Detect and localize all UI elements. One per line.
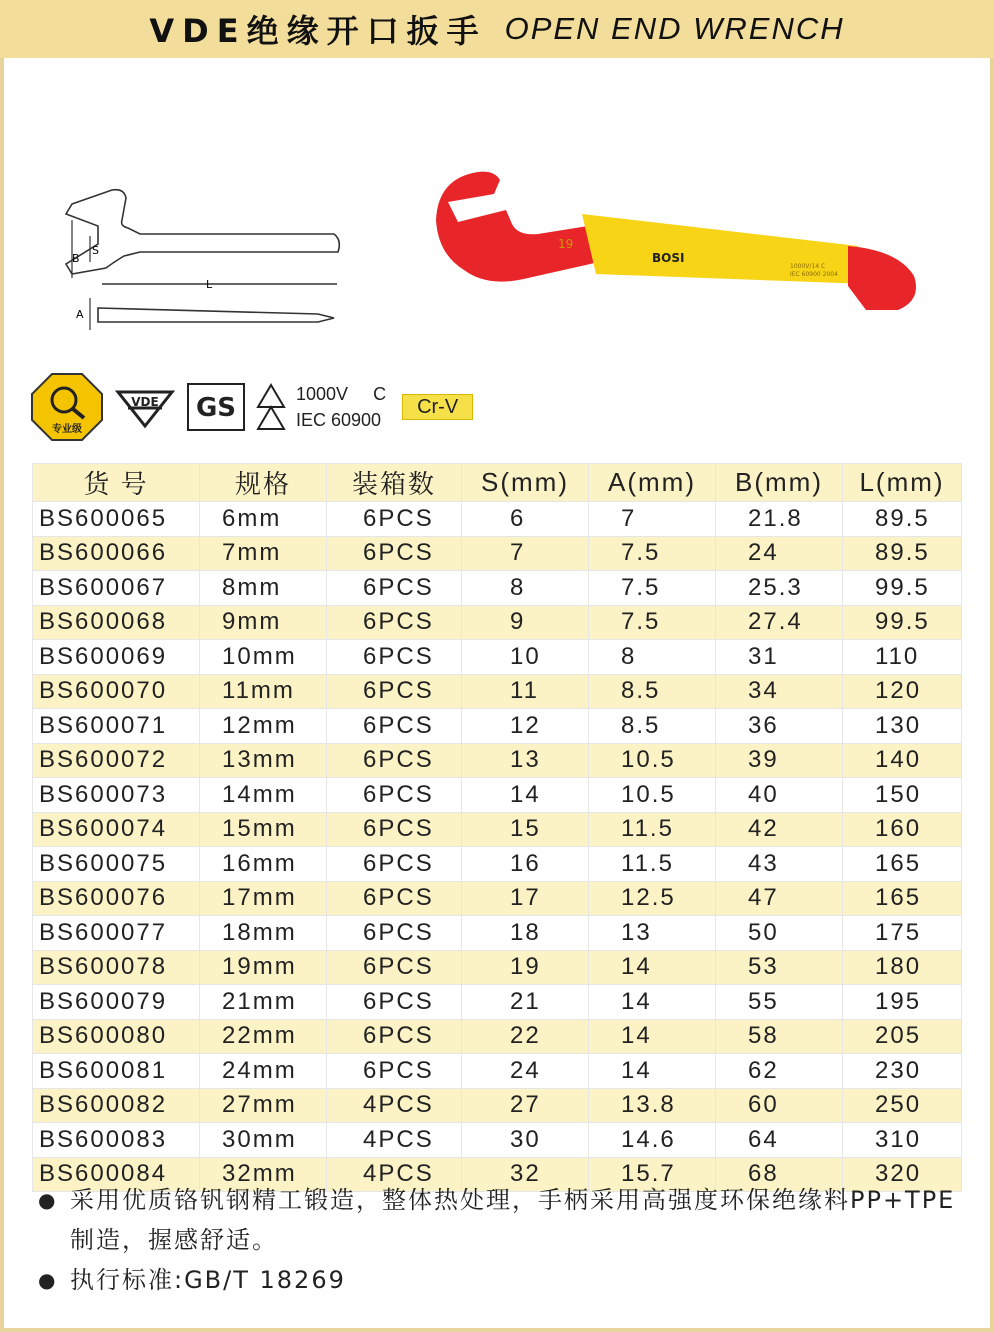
table-cell: 21.8 (716, 502, 843, 537)
table-row (33, 847, 962, 882)
double-triangle-icon (256, 383, 286, 431)
wrench-head (436, 172, 608, 282)
table-cell: BS600070 (33, 674, 200, 709)
table-cell: BS600071 (33, 709, 200, 744)
table-cell: 18mm (200, 916, 327, 951)
table-cell: 14 (589, 950, 716, 985)
table-cell: 13 (462, 743, 589, 778)
wrench-standard: IEC 60900 2004 (790, 271, 838, 278)
material-badge: Cr-V (402, 394, 473, 420)
table-row (33, 709, 962, 744)
table-cell: 32 (462, 1157, 589, 1192)
table-cell: 140 (843, 743, 962, 778)
table-cell: 11mm (200, 674, 327, 709)
table-row (33, 571, 962, 606)
table-cell: 6PCS (327, 812, 462, 847)
column-header: A(mm) (589, 464, 716, 502)
table-cell: 6PCS (327, 536, 462, 571)
table-cell: 24 (716, 536, 843, 571)
table-cell: 6PCS (327, 778, 462, 813)
table-cell: 13 (589, 916, 716, 951)
table-cell: 205 (843, 1019, 962, 1054)
table-row (33, 812, 962, 847)
table-cell: BS600082 (33, 1088, 200, 1123)
table-cell: 99.5 (843, 605, 962, 640)
table-cell: 14 (462, 778, 589, 813)
table-cell: 7.5 (589, 605, 716, 640)
professional-grade-badge (30, 372, 104, 442)
table-cell: 8.5 (589, 709, 716, 744)
table-cell: 6PCS (327, 674, 462, 709)
table-cell: 62 (716, 1054, 843, 1089)
column-header: B(mm) (716, 464, 843, 502)
dimension-diagram (62, 182, 352, 342)
table-cell: 4PCS (327, 1157, 462, 1192)
table-header-row (33, 464, 962, 502)
table-cell: 6mm (200, 502, 327, 537)
wrench-brand: BOSI (652, 251, 685, 265)
table-row (33, 1123, 962, 1158)
bullet-icon: ● (38, 1268, 58, 1292)
notes (38, 1180, 968, 1300)
table-cell: 55 (716, 985, 843, 1020)
column-header: S(mm) (462, 464, 589, 502)
table-row (33, 536, 962, 571)
table-cell: 4PCS (327, 1123, 462, 1158)
table-cell: 27 (462, 1088, 589, 1123)
wrench-size-mark: 19 (558, 237, 574, 251)
gs-mark-icon (186, 382, 246, 432)
table-cell: BS600075 (33, 847, 200, 882)
table-cell: BS600081 (33, 1054, 200, 1089)
table-cell: BS600074 (33, 812, 200, 847)
table-cell: 7.5 (589, 571, 716, 606)
table-cell: 89.5 (843, 502, 962, 537)
table-cell: 150 (843, 778, 962, 813)
table-row (33, 674, 962, 709)
table-cell: 22mm (200, 1019, 327, 1054)
table-cell: 43 (716, 847, 843, 882)
table-row (33, 502, 962, 537)
table-cell: 25.3 (716, 571, 843, 606)
table-cell: 180 (843, 950, 962, 985)
table-cell: 6PCS (327, 571, 462, 606)
table-cell: 30mm (200, 1123, 327, 1158)
table-cell: BS600072 (33, 743, 200, 778)
title-zh: VDE绝缘开口扳手 (149, 12, 487, 50)
voltage-label: 1000V (296, 384, 349, 404)
table-cell: 7 (462, 536, 589, 571)
table-cell: BS600080 (33, 1019, 200, 1054)
table-cell: 21mm (200, 985, 327, 1020)
table-row (33, 1088, 962, 1123)
table-cell: 15 (462, 812, 589, 847)
table-row (33, 1054, 962, 1089)
table-cell: 11.5 (589, 812, 716, 847)
column-header: L(mm) (843, 464, 962, 502)
table-cell: 6PCS (327, 640, 462, 675)
table-cell: 27mm (200, 1088, 327, 1123)
table-cell: BS600078 (33, 950, 200, 985)
note-text: 采用优质铬钒钢精工锻造，整体热处理，手柄采用高强度环保绝缘料PP+TPE制造，握感舒适。 (70, 1186, 956, 1254)
table-row (33, 985, 962, 1020)
standard-label: IEC 60900 (296, 410, 382, 430)
table-cell: BS600068 (33, 605, 200, 640)
table-cell: 30 (462, 1123, 589, 1158)
table-cell: 7mm (200, 536, 327, 571)
table-cell: BS600084 (33, 1157, 200, 1192)
title-en: OPEN END WRENCH (504, 11, 845, 46)
table-cell: 53 (716, 950, 843, 985)
diagram-label-b: B (72, 252, 80, 265)
table-cell: 16mm (200, 847, 327, 882)
table-cell: 6PCS (327, 881, 462, 916)
table-cell: 14mm (200, 778, 327, 813)
table-cell: 6PCS (327, 916, 462, 951)
table-cell: 22 (462, 1019, 589, 1054)
table-cell: 19 (462, 950, 589, 985)
table-cell: 24 (462, 1054, 589, 1089)
table-cell: 10mm (200, 640, 327, 675)
table-cell: 11.5 (589, 847, 716, 882)
note-item (38, 1180, 968, 1260)
table-cell: 6PCS (327, 985, 462, 1020)
table-cell: 165 (843, 847, 962, 882)
table-cell: 50 (716, 916, 843, 951)
table-cell: 6PCS (327, 709, 462, 744)
table-cell: 7 (589, 502, 716, 537)
diagram-label-l: L (206, 278, 213, 291)
table-cell: BS600066 (33, 536, 200, 571)
note-item (38, 1260, 968, 1300)
table-cell: 12 (462, 709, 589, 744)
table-cell: 6PCS (327, 605, 462, 640)
class-label: C (373, 384, 387, 404)
column-header: 规格 (200, 464, 327, 502)
spec-table (32, 463, 962, 1192)
table-row (33, 640, 962, 675)
table-cell: 8mm (200, 571, 327, 606)
table-cell: 24mm (200, 1054, 327, 1089)
table-cell: 6PCS (327, 502, 462, 537)
table-cell: 17 (462, 881, 589, 916)
table-row (33, 743, 962, 778)
table-cell: 15.7 (589, 1157, 716, 1192)
table-cell: 19mm (200, 950, 327, 985)
table-cell: 8 (589, 640, 716, 675)
table-cell: 250 (843, 1088, 962, 1123)
table-cell: BS600073 (33, 778, 200, 813)
table-cell: 10.5 (589, 743, 716, 778)
table-cell: 230 (843, 1054, 962, 1089)
table-cell: 110 (843, 640, 962, 675)
table-cell: 40 (716, 778, 843, 813)
table-cell: 17mm (200, 881, 327, 916)
vde-label: VDE (131, 395, 159, 409)
table-cell: 42 (716, 812, 843, 847)
title-banner (0, 0, 994, 58)
table-cell: 165 (843, 881, 962, 916)
table-cell: 320 (843, 1157, 962, 1192)
table-cell: 32mm (200, 1157, 327, 1192)
note-text: 执行标准:GB/T 18269 (70, 1266, 346, 1294)
table-cell: 18 (462, 916, 589, 951)
table-cell: 11 (462, 674, 589, 709)
table-cell: 6PCS (327, 743, 462, 778)
table-cell: 10.5 (589, 778, 716, 813)
certification-row (30, 372, 473, 442)
table-cell: 10 (462, 640, 589, 675)
table-cell: BS600077 (33, 916, 200, 951)
wrench-photo (428, 150, 928, 320)
wrench-rating: 1000V/14 C (790, 263, 826, 270)
table-cell: 34 (716, 674, 843, 709)
badge-label: 专业级 (52, 424, 82, 435)
table-cell: 14 (589, 1054, 716, 1089)
table-row (33, 950, 962, 985)
table-cell: BS600079 (33, 985, 200, 1020)
column-header: 装箱数 (327, 464, 462, 502)
table-cell: 8 (462, 571, 589, 606)
table-cell: BS600067 (33, 571, 200, 606)
table-cell: 130 (843, 709, 962, 744)
table-row (33, 605, 962, 640)
table-cell: 99.5 (843, 571, 962, 606)
table-cell: 36 (716, 709, 843, 744)
table-cell: 47 (716, 881, 843, 916)
wrench-handle-tip (848, 246, 916, 310)
table-cell: 27.4 (716, 605, 843, 640)
table-cell: 39 (716, 743, 843, 778)
table-cell: 6PCS (327, 1019, 462, 1054)
gs-label: GS (195, 393, 237, 423)
table-cell: 195 (843, 985, 962, 1020)
table-cell: 7.5 (589, 536, 716, 571)
table-cell: 310 (843, 1123, 962, 1158)
voltage-block (296, 381, 386, 433)
table-cell: 6PCS (327, 950, 462, 985)
vde-mark-icon (114, 382, 176, 432)
table-cell: 64 (716, 1123, 843, 1158)
table-cell: 120 (843, 674, 962, 709)
table-row (33, 1019, 962, 1054)
table-cell: 15mm (200, 812, 327, 847)
table-cell: 9mm (200, 605, 327, 640)
table-cell: 6PCS (327, 1054, 462, 1089)
table-cell: 14 (589, 985, 716, 1020)
diagram-label-s: S (92, 244, 99, 257)
table-cell: 89.5 (843, 536, 962, 571)
table-cell: 8.5 (589, 674, 716, 709)
table-cell: 14.6 (589, 1123, 716, 1158)
column-header: 货 号 (33, 464, 200, 502)
table-cell: 60 (716, 1088, 843, 1123)
table-cell: 13.8 (589, 1088, 716, 1123)
table-cell: 31 (716, 640, 843, 675)
table-cell: BS600076 (33, 881, 200, 916)
table-cell: 12.5 (589, 881, 716, 916)
bullet-icon: ● (38, 1188, 58, 1212)
table-cell: 21 (462, 985, 589, 1020)
table-cell: BS600083 (33, 1123, 200, 1158)
table-cell: 6 (462, 502, 589, 537)
table-cell: BS600069 (33, 640, 200, 675)
table-cell: 68 (716, 1157, 843, 1192)
table-cell: 12mm (200, 709, 327, 744)
table-body (33, 502, 962, 1192)
table-row (33, 881, 962, 916)
table-cell: BS600065 (33, 502, 200, 537)
table-cell: 6PCS (327, 847, 462, 882)
table-row (33, 778, 962, 813)
table-row (33, 916, 962, 951)
table-cell: 9 (462, 605, 589, 640)
table-cell: 160 (843, 812, 962, 847)
table-cell: 4PCS (327, 1088, 462, 1123)
table-cell: 13mm (200, 743, 327, 778)
diagram-label-a: A (76, 308, 84, 321)
table-cell: 58 (716, 1019, 843, 1054)
table-cell: 16 (462, 847, 589, 882)
table-cell: 175 (843, 916, 962, 951)
table-cell: 14 (589, 1019, 716, 1054)
